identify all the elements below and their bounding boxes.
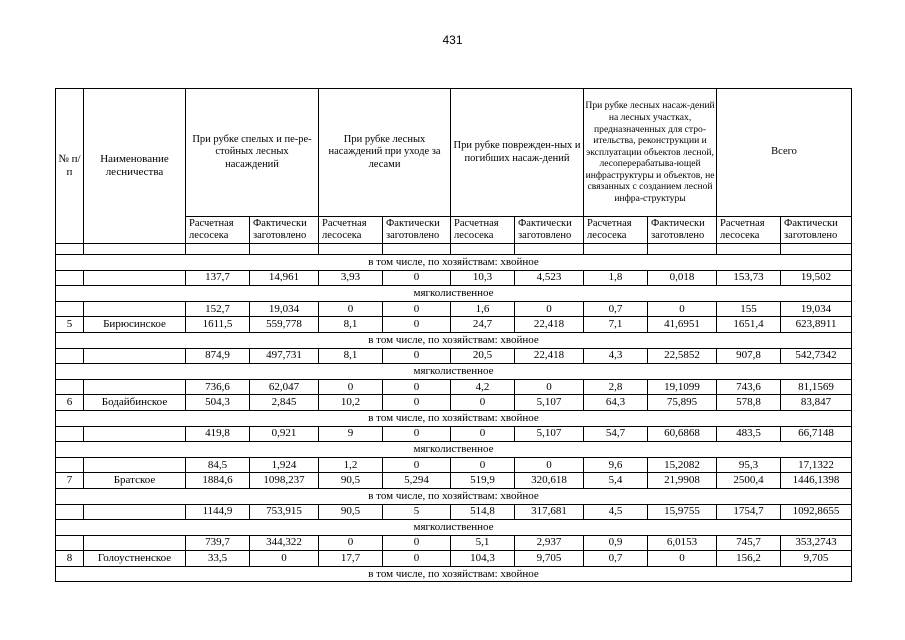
row-number xyxy=(56,270,84,286)
category-note-row xyxy=(56,255,852,271)
category-note: в том числе, по хозяйствам: хвойное xyxy=(56,332,852,348)
harvested-value: 0 xyxy=(383,551,451,567)
calculated-value: 104,3 xyxy=(451,551,515,567)
harvested-value: 41,6951 xyxy=(648,317,717,333)
harvested-value: 5,107 xyxy=(515,395,584,411)
calculated-value: 8,1 xyxy=(319,317,383,333)
calculated-value: 1,6 xyxy=(451,301,515,317)
harvested-value: 14,961 xyxy=(250,270,319,286)
calculated-value: 10,3 xyxy=(451,270,515,286)
calculated-value: 0,9 xyxy=(584,535,648,551)
header-care-felling: При рубке лесных насаждений при уходе за лесами xyxy=(319,89,451,217)
header-total: Всего xyxy=(717,89,852,217)
calculated-value: 1651,4 xyxy=(717,317,781,333)
calculated-value: 95,3 xyxy=(717,457,781,473)
harvested-value: 22,418 xyxy=(515,317,584,333)
harvested-value: 0,018 xyxy=(648,270,717,286)
calculated-value: 156,2 xyxy=(717,551,781,567)
calculated-value: 5,1 xyxy=(451,535,515,551)
harvested-value: 15,2082 xyxy=(648,457,717,473)
harvested-value: 9,705 xyxy=(781,551,852,567)
harvested-value: 0 xyxy=(383,535,451,551)
table-body xyxy=(56,244,852,582)
harvested-value: 2,937 xyxy=(515,535,584,551)
harvested-value: 1,924 xyxy=(250,457,319,473)
calculated-value: 1754,7 xyxy=(717,504,781,520)
harvested-value: 542,7342 xyxy=(781,348,852,364)
calculated-value: 9 xyxy=(319,426,383,442)
harvested-value: 4,523 xyxy=(515,270,584,286)
forestry-name xyxy=(84,504,186,520)
harvested-value: 0 xyxy=(383,426,451,442)
calculated-value: 0,7 xyxy=(584,551,648,567)
harvested-value: 19,034 xyxy=(250,301,319,317)
calculated-value: 90,5 xyxy=(319,504,383,520)
harvested-value: 320,618 xyxy=(515,473,584,489)
table-row xyxy=(56,270,852,286)
forestry-name: Братское xyxy=(84,473,186,489)
forestry-name xyxy=(84,301,186,317)
table-row xyxy=(56,473,852,489)
harvested-value: 0 xyxy=(383,348,451,364)
calculated-value: 7,1 xyxy=(584,317,648,333)
calculated-value: 1,8 xyxy=(584,270,648,286)
calculated-value: 9,6 xyxy=(584,457,648,473)
harvested-value: 17,1322 xyxy=(781,457,852,473)
category-note: мягколиственное xyxy=(56,442,852,458)
calculated-value: 483,5 xyxy=(717,426,781,442)
calculated-value: 152,7 xyxy=(186,301,250,317)
forestry-name: Голоустненское xyxy=(84,551,186,567)
header-number: № п/п xyxy=(56,89,84,244)
calculated-value: 519,9 xyxy=(451,473,515,489)
table-row xyxy=(56,395,852,411)
calculated-value: 10,2 xyxy=(319,395,383,411)
harvested-value: 753,915 xyxy=(250,504,319,520)
harvested-value: 497,731 xyxy=(250,348,319,364)
category-note-row xyxy=(56,520,852,536)
table-row xyxy=(56,379,852,395)
calculated-value: 736,6 xyxy=(186,379,250,395)
subheader-actually-harvested: Фактически заготовлено xyxy=(515,217,584,244)
category-note-row xyxy=(56,364,852,380)
forestry-name xyxy=(84,270,186,286)
calculated-value: 0 xyxy=(451,395,515,411)
harvested-value: 60,6868 xyxy=(648,426,717,442)
harvested-value: 19,034 xyxy=(781,301,852,317)
table-row xyxy=(56,457,852,473)
category-note: мягколиственное xyxy=(56,520,852,536)
table-row xyxy=(56,551,852,567)
table-row xyxy=(56,301,852,317)
calculated-value: 4,2 xyxy=(451,379,515,395)
spacer-cell xyxy=(451,244,515,255)
spacer-cell xyxy=(584,244,648,255)
harvested-value: 0 xyxy=(515,457,584,473)
table-row xyxy=(56,348,852,364)
harvested-value: 6,0153 xyxy=(648,535,717,551)
category-note-row xyxy=(56,332,852,348)
spacer-cell xyxy=(383,244,451,255)
category-note: мягколиственное xyxy=(56,364,852,380)
calculated-value: 1,2 xyxy=(319,457,383,473)
calculated-value: 1144,9 xyxy=(186,504,250,520)
header-forestry-name: Наименование лесничества xyxy=(84,89,186,244)
spacer-cell xyxy=(515,244,584,255)
page-number: 431 xyxy=(442,33,463,47)
header-infrastructure-felling: При рубке лесных насаж-дений на лесных участках, предназначенных для стро-ительства, реконструкции и эксплуатации объектов лесной, лесоперерабатыва-ющей инфраструктуры и объектов, не связанных с созданием лесной инфра-структуры xyxy=(584,89,717,217)
harvested-value: 9,705 xyxy=(515,551,584,567)
subheader-calculated-cutting-area: Расчетная лесосека xyxy=(584,217,648,244)
calculated-value: 0 xyxy=(319,301,383,317)
category-note-row xyxy=(56,410,852,426)
harvested-value: 62,047 xyxy=(250,379,319,395)
subheader-actually-harvested: Фактически заготовлено xyxy=(383,217,451,244)
calculated-value: 54,7 xyxy=(584,426,648,442)
calculated-value: 0 xyxy=(451,426,515,442)
header-mature-felling: При рубке спелых и пе-рестойных лесных насаждений xyxy=(186,89,319,217)
harvested-value: 0 xyxy=(383,395,451,411)
calculated-value: 514,8 xyxy=(451,504,515,520)
calculated-value: 743,6 xyxy=(717,379,781,395)
subheader-calculated-cutting-area: Расчетная лесосека xyxy=(451,217,515,244)
row-number xyxy=(56,426,84,442)
calculated-value: 90,5 xyxy=(319,473,383,489)
harvested-value: 353,2743 xyxy=(781,535,852,551)
calculated-value: 33,5 xyxy=(186,551,250,567)
calculated-value: 137,7 xyxy=(186,270,250,286)
calculated-value: 739,7 xyxy=(186,535,250,551)
forest-harvest-table xyxy=(55,88,852,582)
category-note: в том числе, по хозяйствам: хвойное xyxy=(56,488,852,504)
harvested-value: 0 xyxy=(250,551,319,567)
table-row xyxy=(56,426,852,442)
category-note-row xyxy=(56,488,852,504)
harvested-value: 75,895 xyxy=(648,395,717,411)
category-note-row xyxy=(56,442,852,458)
calculated-value: 0 xyxy=(451,457,515,473)
harvested-value: 19,1099 xyxy=(648,379,717,395)
harvested-value: 0 xyxy=(515,379,584,395)
table-row xyxy=(56,504,852,520)
calculated-value: 907,8 xyxy=(717,348,781,364)
harvested-value: 22,418 xyxy=(515,348,584,364)
spacer-cell xyxy=(84,244,186,255)
calculated-value: 1611,5 xyxy=(186,317,250,333)
spacer-row xyxy=(56,244,852,255)
calculated-value: 4,5 xyxy=(584,504,648,520)
harvested-value: 623,8911 xyxy=(781,317,852,333)
calculated-value: 155 xyxy=(717,301,781,317)
harvested-value: 1092,8655 xyxy=(781,504,852,520)
row-number: 5 xyxy=(56,317,84,333)
calculated-value: 419,8 xyxy=(186,426,250,442)
calculated-value: 5,4 xyxy=(584,473,648,489)
harvested-value: 0 xyxy=(648,301,717,317)
forestry-name xyxy=(84,426,186,442)
harvested-value: 5,107 xyxy=(515,426,584,442)
harvested-value: 0 xyxy=(515,301,584,317)
row-number xyxy=(56,379,84,395)
row-number xyxy=(56,535,84,551)
category-note-row xyxy=(56,566,852,582)
harvested-value: 66,7148 xyxy=(781,426,852,442)
harvested-value: 317,681 xyxy=(515,504,584,520)
spacer-cell xyxy=(717,244,781,255)
harvested-value: 2,845 xyxy=(250,395,319,411)
harvested-value: 0 xyxy=(383,270,451,286)
row-number xyxy=(56,457,84,473)
harvested-value: 1446,1398 xyxy=(781,473,852,489)
row-number: 8 xyxy=(56,551,84,567)
calculated-value: 4,3 xyxy=(584,348,648,364)
harvested-value: 21,9908 xyxy=(648,473,717,489)
harvested-value: 19,502 xyxy=(781,270,852,286)
category-note-row xyxy=(56,286,852,302)
harvested-value: 0 xyxy=(383,301,451,317)
forestry-name xyxy=(84,535,186,551)
calculated-value: 17,7 xyxy=(319,551,383,567)
row-number: 7 xyxy=(56,473,84,489)
category-note: в том числе, по хозяйствам: хвойное xyxy=(56,255,852,271)
calculated-value: 2500,4 xyxy=(717,473,781,489)
spacer-cell xyxy=(319,244,383,255)
harvested-value: 81,1569 xyxy=(781,379,852,395)
harvested-value: 1098,237 xyxy=(250,473,319,489)
subheader-actually-harvested: Фактически заготовлено xyxy=(781,217,852,244)
harvested-value: 0 xyxy=(383,379,451,395)
calculated-value: 24,7 xyxy=(451,317,515,333)
harvested-value: 344,322 xyxy=(250,535,319,551)
spacer-cell xyxy=(186,244,250,255)
forestry-name xyxy=(84,348,186,364)
row-number xyxy=(56,348,84,364)
calculated-value: 0 xyxy=(319,379,383,395)
calculated-value: 8,1 xyxy=(319,348,383,364)
row-number xyxy=(56,504,84,520)
spacer-cell xyxy=(250,244,319,255)
spacer-cell xyxy=(648,244,717,255)
header-damaged-felling: При рубке поврежден-ных и погибших насаж-дений xyxy=(451,89,584,217)
calculated-value: 504,3 xyxy=(186,395,250,411)
calculated-value: 0 xyxy=(319,535,383,551)
harvested-value: 0,921 xyxy=(250,426,319,442)
category-note: в том числе, по хозяйствам: хвойное xyxy=(56,566,852,582)
harvested-value: 15,9755 xyxy=(648,504,717,520)
calculated-value: 2,8 xyxy=(584,379,648,395)
calculated-value: 84,5 xyxy=(186,457,250,473)
calculated-value: 0,7 xyxy=(584,301,648,317)
calculated-value: 1884,6 xyxy=(186,473,250,489)
calculated-value: 745,7 xyxy=(717,535,781,551)
calculated-value: 578,8 xyxy=(717,395,781,411)
calculated-value: 153,73 xyxy=(717,270,781,286)
forestry-name: Бодайбинское xyxy=(84,395,186,411)
harvested-value: 5 xyxy=(383,504,451,520)
spacer-cell xyxy=(781,244,852,255)
calculated-value: 20,5 xyxy=(451,348,515,364)
harvested-value: 559,778 xyxy=(250,317,319,333)
row-number xyxy=(56,301,84,317)
spacer-cell xyxy=(56,244,84,255)
subheader-calculated-cutting-area: Расчетная лесосека xyxy=(717,217,781,244)
harvested-value: 5,294 xyxy=(383,473,451,489)
harvested-value: 22,5852 xyxy=(648,348,717,364)
subheader-calculated-cutting-area: Расчетная лесосека xyxy=(319,217,383,244)
subheader-actually-harvested: Фактически заготовлено xyxy=(648,217,717,244)
subheader-calculated-cutting-area: Расчетная лесосека xyxy=(186,217,250,244)
harvested-value: 0 xyxy=(648,551,717,567)
category-note: мягколиственное xyxy=(56,286,852,302)
calculated-value: 3,93 xyxy=(319,270,383,286)
harvested-value: 83,847 xyxy=(781,395,852,411)
category-note: в том числе, по хозяйствам: хвойное xyxy=(56,410,852,426)
forestry-name xyxy=(84,379,186,395)
table-row xyxy=(56,317,852,333)
table-row xyxy=(56,535,852,551)
table-header xyxy=(56,89,852,244)
harvested-value: 0 xyxy=(383,317,451,333)
row-number: 6 xyxy=(56,395,84,411)
calculated-value: 64,3 xyxy=(584,395,648,411)
subheader-actually-harvested: Фактически заготовлено xyxy=(250,217,319,244)
harvested-value: 0 xyxy=(383,457,451,473)
forestry-name xyxy=(84,457,186,473)
calculated-value: 874,9 xyxy=(186,348,250,364)
forestry-name: Бирюсинское xyxy=(84,317,186,333)
